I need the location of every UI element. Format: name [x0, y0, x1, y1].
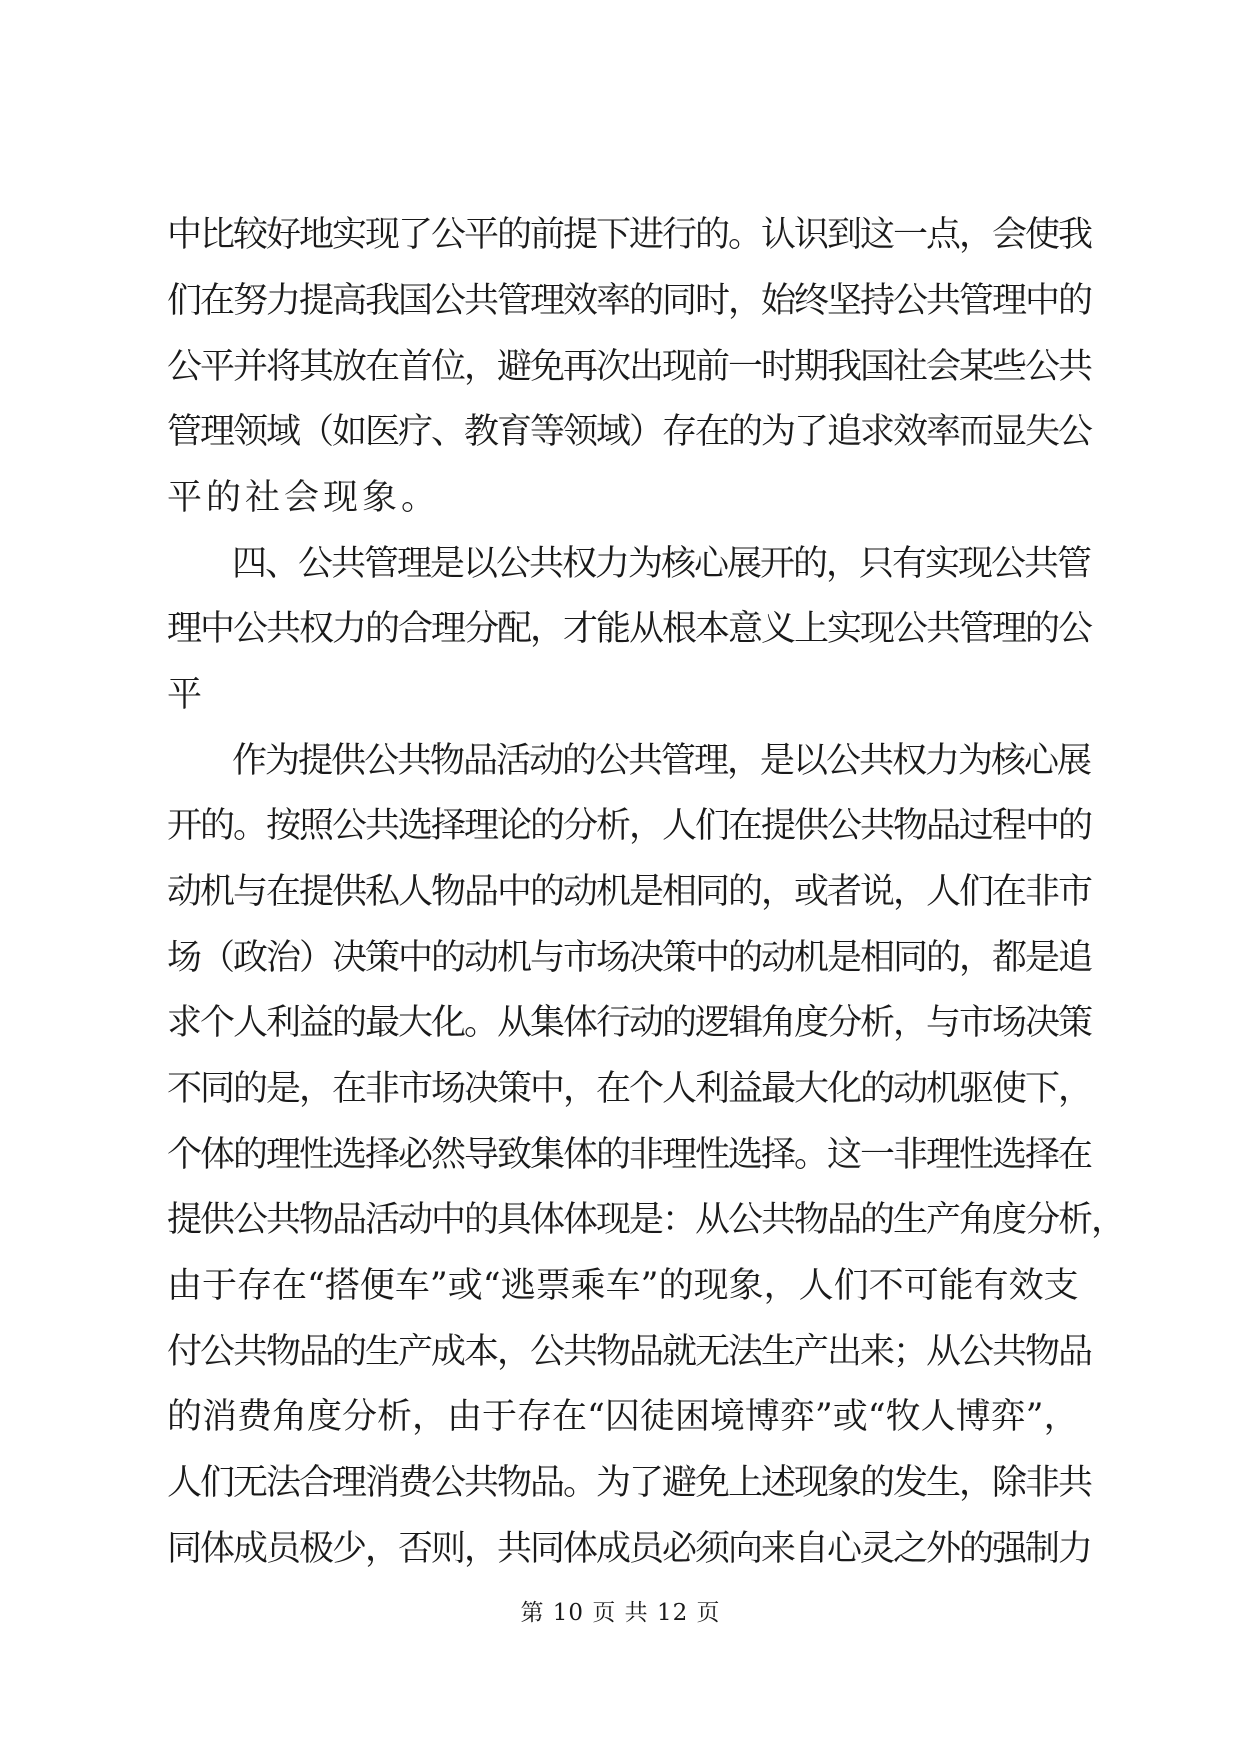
text-line: 们在努力提高我国公共管理效率的同时，始终坚持公共管理中的	[167, 281, 1092, 321]
section-heading-line: 四、公共管理是以公共权力为核心展开的，只有实现公共管	[232, 544, 1091, 584]
text-line: 动机与在提供私人物品中的动机是相同的，或者说，人们在非市	[167, 872, 1092, 912]
text-line: 作为提供公共物品活动的公共管理，是以公共权力为核心展	[232, 741, 1091, 781]
text-line: 付公共物品的生产成本，公共物品就无法生产出来；从公共物品	[167, 1332, 1092, 1372]
section-heading-line: 平	[167, 675, 207, 715]
text-line: 个体的理性选择必然导致集体的非理性选择。这一非理性选择在	[167, 1135, 1092, 1175]
text-line: 提供公共物品活动中的具体体现是：从公共物品的生产角度分析，	[167, 1200, 1125, 1240]
text-line: 中比较好地实现了公平的前提下进行的。认识到这一点，会使我	[167, 215, 1092, 255]
text-line: 人们无法合理消费公共物品。为了避免上述现象的发生，除非共	[167, 1463, 1092, 1503]
text-line: 的消费角度分析，由于存在“囚徒困境博弈”或“牧人博弈”，	[167, 1397, 1079, 1437]
text-line: 同体成员极少，否则，共同体成员必须向来自心灵之外的强制力	[167, 1529, 1092, 1569]
section-heading-line: 理中公共权力的合理分配，才能从根本意义上实现公共管理的公	[167, 609, 1092, 649]
text-line: 由于存在“搭便车”或“逃票乘车”的现象，人们不可能有效支	[167, 1266, 1079, 1306]
text-line: 平的社会现象。	[167, 478, 441, 518]
text-line: 公平并将其放在首位，避免再次出现前一时期我国社会某些公共	[167, 347, 1092, 387]
text-line: 开的。按照公共选择理论的分析，人们在提供公共物品过程中的	[167, 806, 1092, 846]
text-line: 管理领域（如医疗、教育等领域）存在的为了追求效率而显失公	[167, 412, 1092, 452]
text-line: 场（政治）决策中的动机与市场决策中的动机是相同的，都是追	[167, 938, 1092, 978]
page-footer: 第 10 页 共 12 页	[520, 1600, 721, 1626]
text-line: 不同的是，在非市场决策中，在个人利益最大化的动机驱使下，	[167, 1069, 1092, 1109]
text-line: 求个人利益的最大化。从集体行动的逻辑角度分析，与市场决策	[167, 1003, 1092, 1043]
